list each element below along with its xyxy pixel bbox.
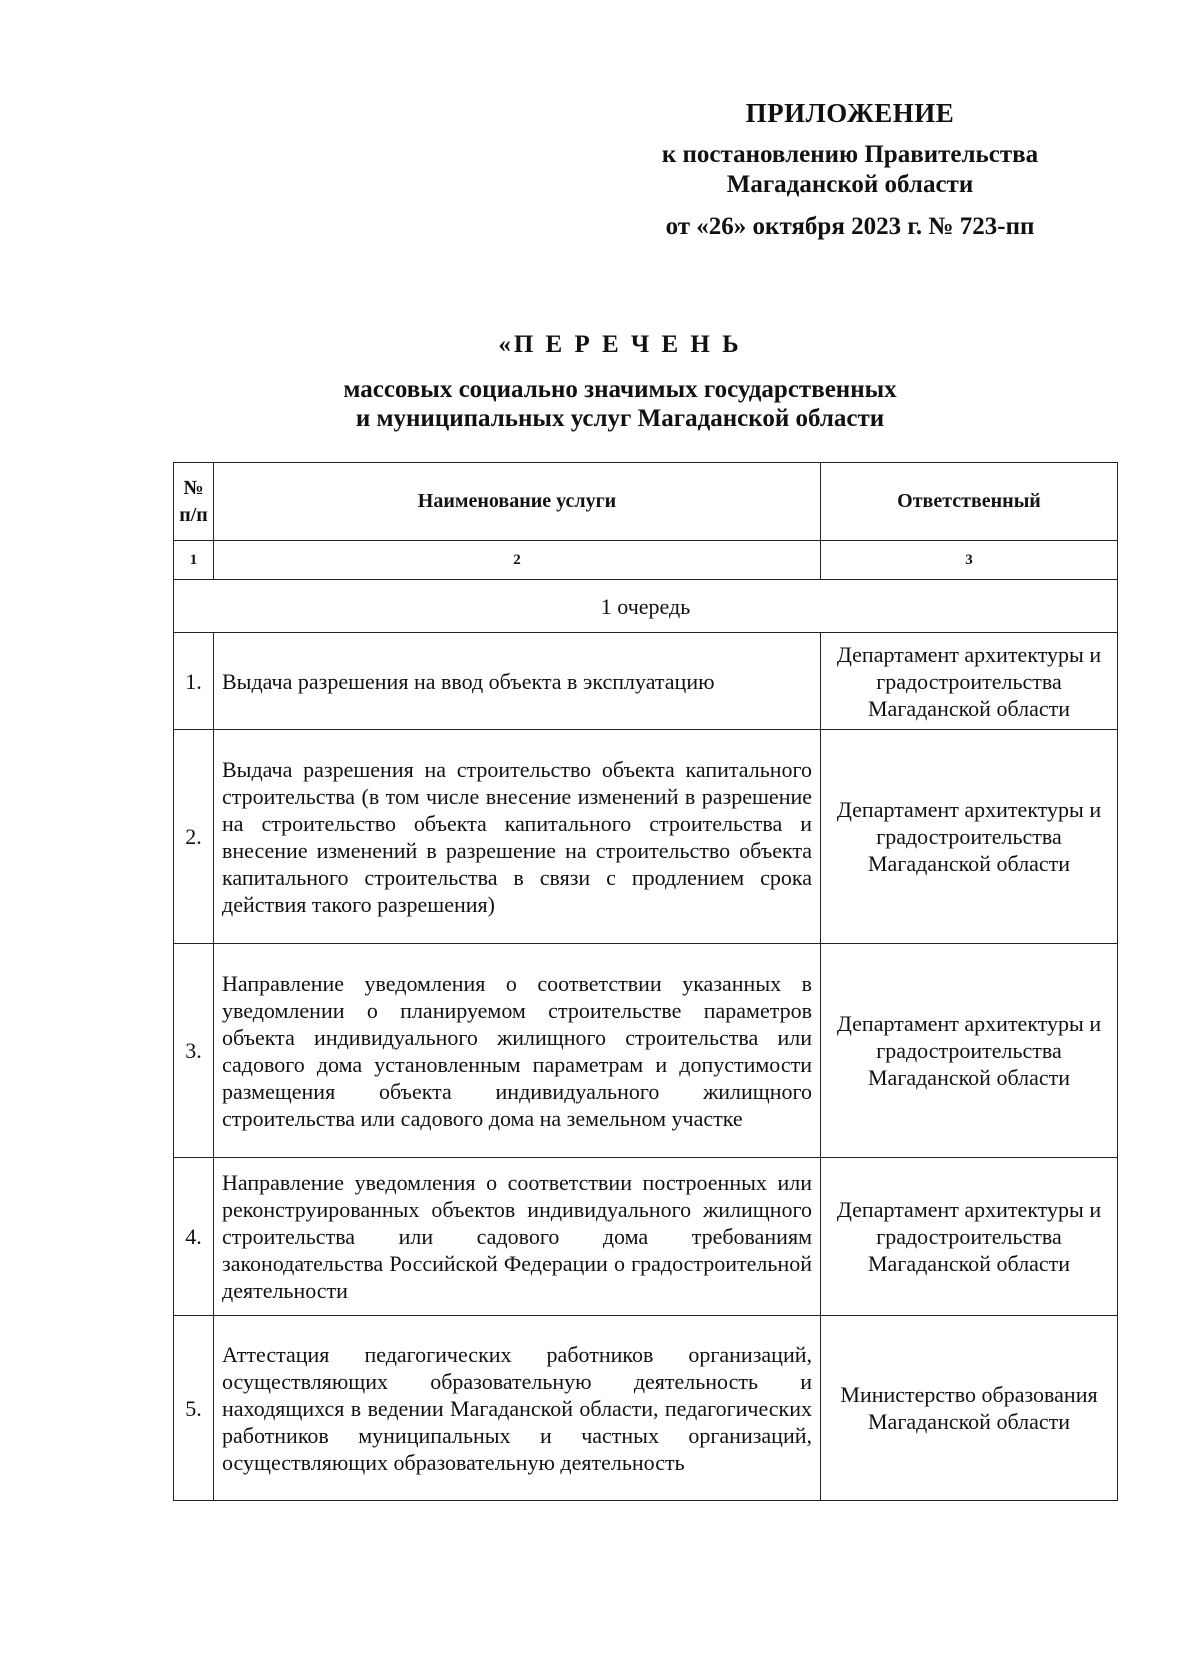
column-numbers-row [174,541,1118,580]
appendix-date: от «26» октября 2023 г. № 723-пп [665,213,1035,240]
row-number: 4. [174,1158,214,1316]
header-num: № п/п [174,463,214,541]
table-row [174,730,1118,944]
appendix-title: ПРИЛОЖЕНИЕ [745,98,955,128]
document-heading [170,330,1070,433]
table-row [174,944,1118,1158]
services-table [173,462,1118,1501]
service-name: Выдача разрешения на строительство объекта капитального строительства (в том числе внесение изменений в разрешение на строительство объекта капитального строительства и внесение изменений в разрешение на строительство объекта капитального строительства в связи с продлением срока действия такого разрешения) [214,730,821,944]
responsible-body: Департамент архитектуры и градостроительства Магаданской области [821,730,1118,944]
header-responsible: Ответственный [821,463,1118,541]
document-subtitle-1: массовых социально значимых государственных [343,376,897,403]
row-number: 3. [174,944,214,1158]
column-number: 1 [174,541,214,580]
row-number: 1. [174,633,214,730]
table-row [174,1316,1118,1501]
responsible-body: Департамент архитектуры и градостроительства Магаданской области [821,633,1118,730]
appendix-line-2: Магаданской области [726,171,974,198]
service-name: Выдача разрешения на ввод объекта в эксплуатацию [214,633,821,730]
row-number: 5. [174,1316,214,1501]
responsible-body: Департамент архитектуры и градостроительства Магаданской области [821,944,1118,1158]
service-name: Направление уведомления о соответствии указанных в уведомлении о планируемом строительстве параметров объекта индивидуального жилищного строительства или садового дома установленным параметрам и допустимости размещения объекта индивидуального жилищного строительства или садового дома на земельном участке [214,944,821,1158]
table-row [174,1158,1118,1316]
section-label: 1 очередь [174,580,1118,633]
header-name: Наименование услуги [214,463,821,541]
column-number: 3 [821,541,1118,580]
column-number: 2 [214,541,821,580]
table-header-row [174,463,1118,541]
table-row [174,633,1118,730]
section-row [174,580,1118,633]
document-subtitle-2: и муниципальных услуг Магаданской области [355,405,885,432]
responsible-body: Министерство образования Магаданской области [821,1316,1118,1501]
service-name: Аттестация педагогических работников организаций, осуществляющих образовательную деятельность и находящихся в ведении Магаданской области, педагогических работников муниципальных и частных организаций, осуществляющих образовательную деятельность [214,1316,821,1501]
row-number: 2. [174,730,214,944]
appendix-line-1: к постановлению Правительства [661,141,1039,168]
service-name: Направление уведомления о соответствии построенных или реконструированных объектов индивидуального жилищного строительства или садового дома требованиям законодательства Российской Федерации о градостроительной деятельности [214,1158,821,1316]
document-title: «П Е Р Е Ч Е Н Ь [498,331,742,358]
appendix-block [600,98,1100,242]
responsible-body: Департамент архитектуры и градостроительства Магаданской области [821,1158,1118,1316]
